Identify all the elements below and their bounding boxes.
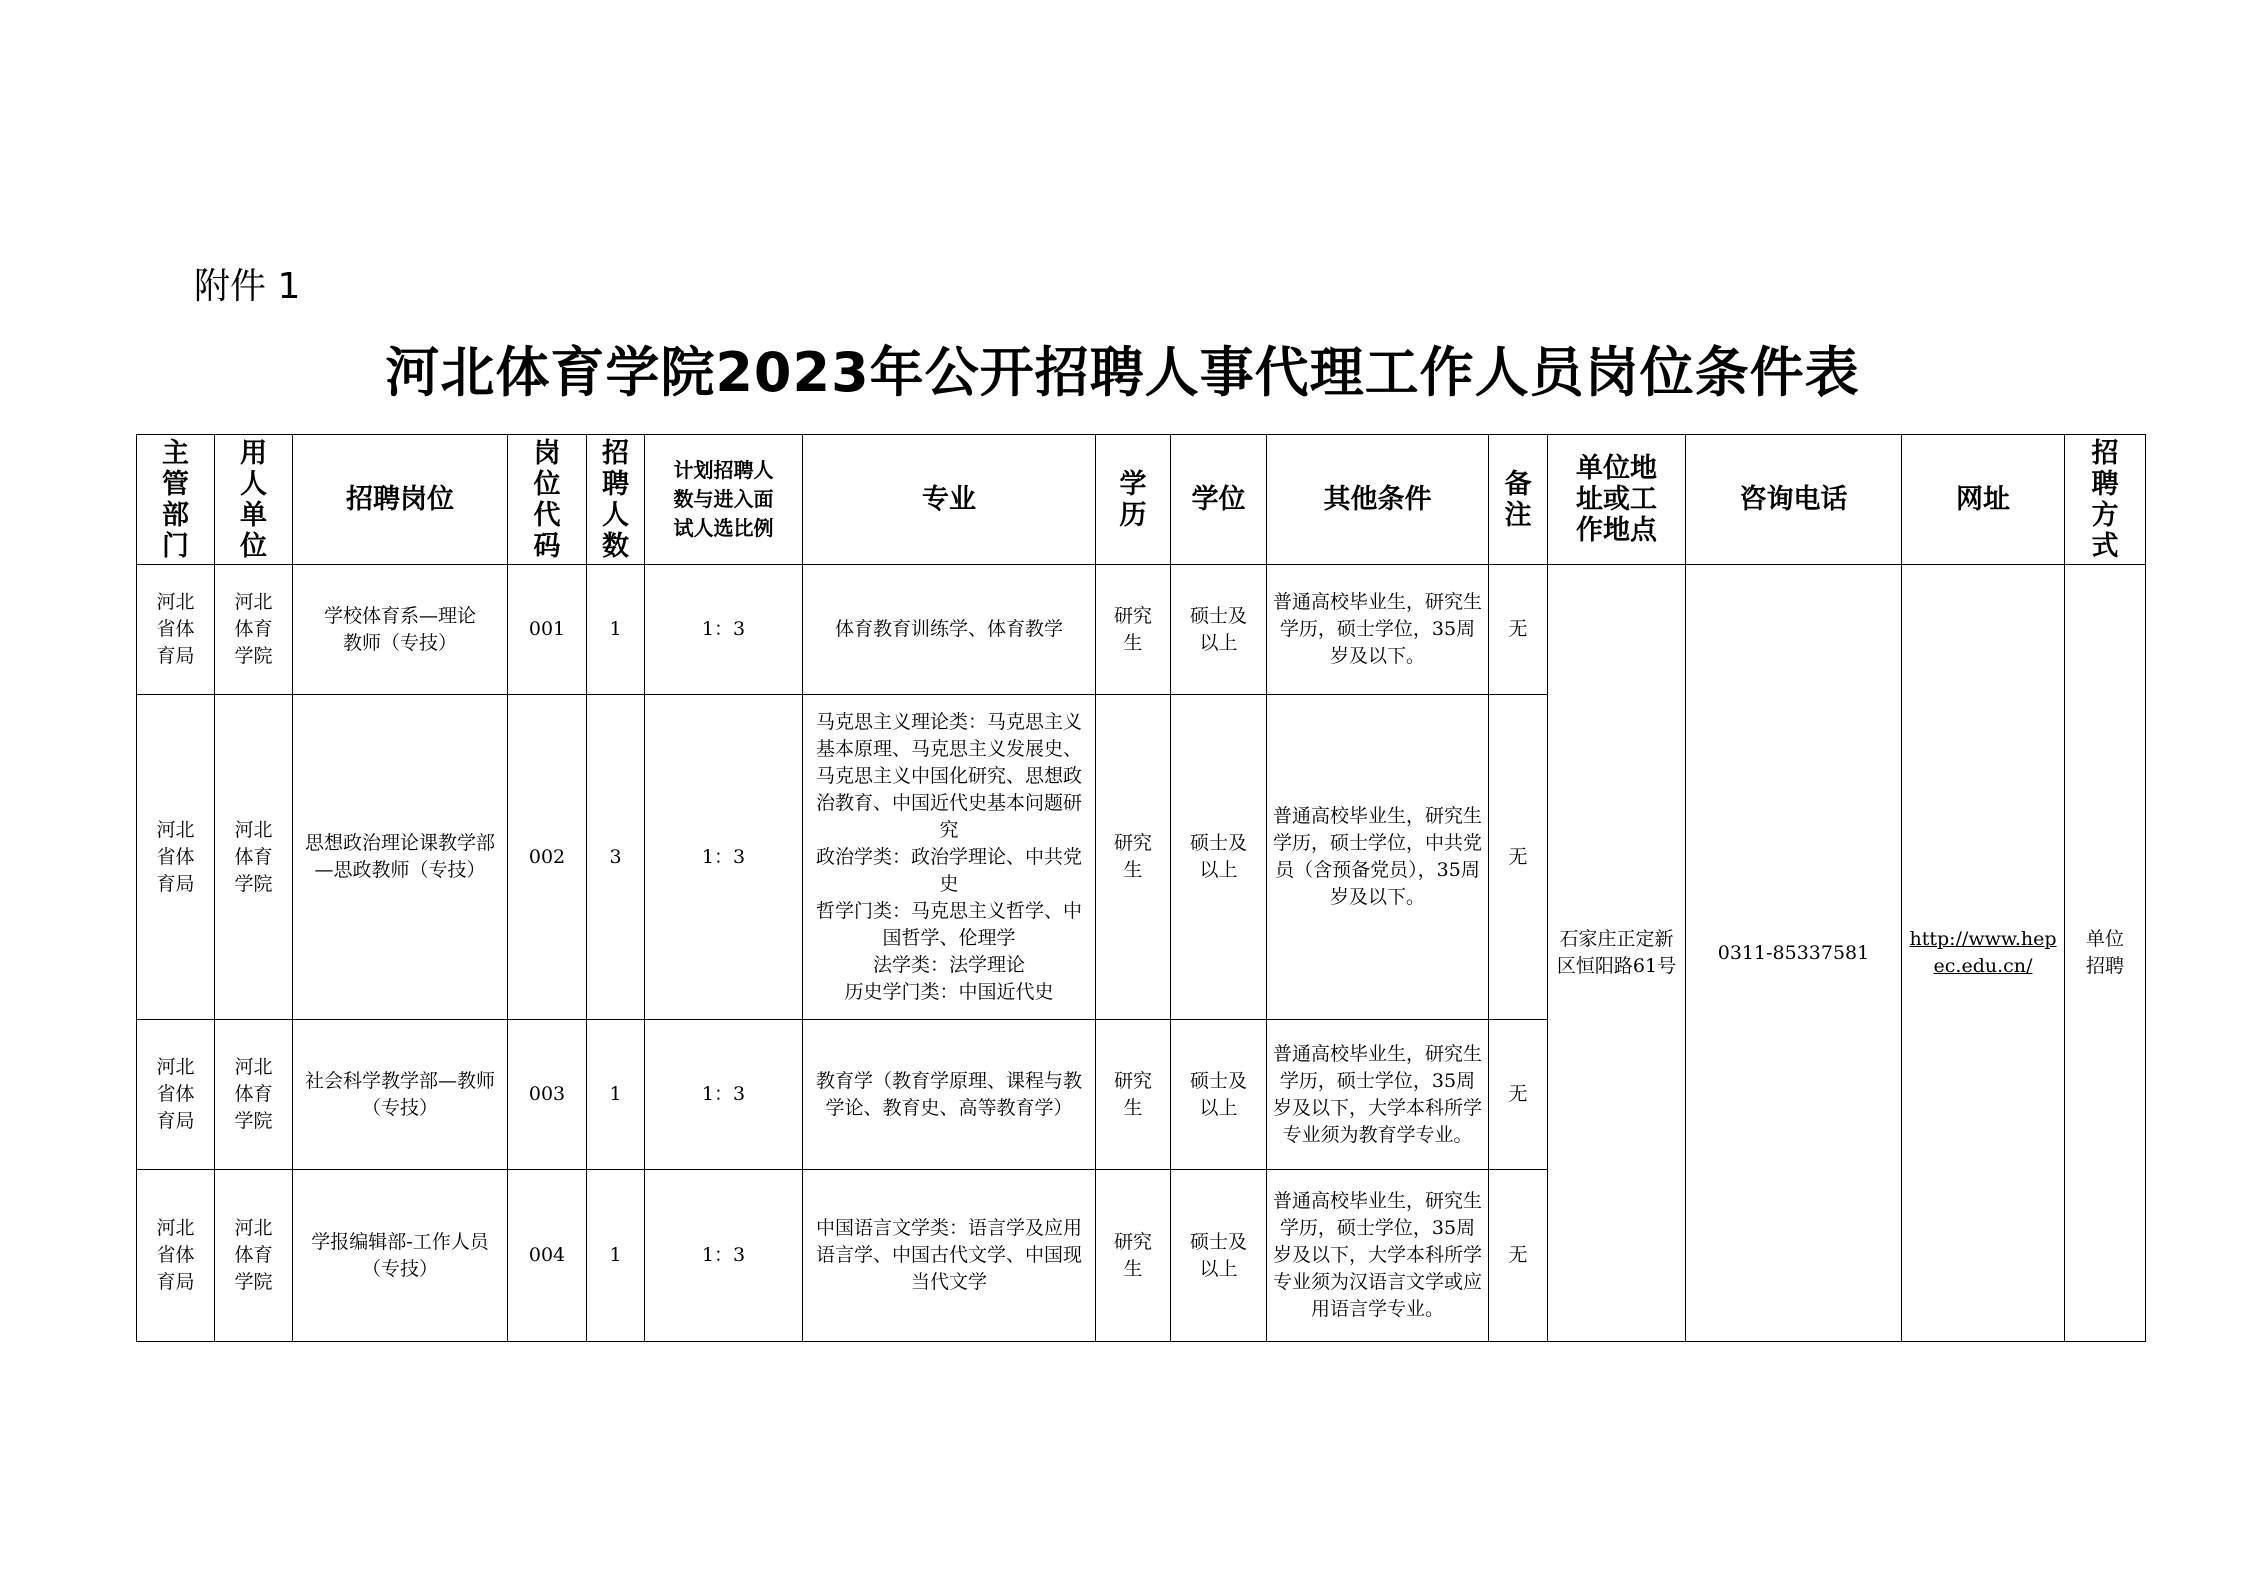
- table-header-row: [137, 435, 2146, 565]
- header-method: 招 聘 方 式: [2065, 435, 2146, 565]
- header-address: 单位地 址或工 作地点: [1548, 435, 1686, 565]
- cell-dept: 河北 省体 育局: [137, 695, 215, 1020]
- cell-ratio: 1：3: [645, 1170, 803, 1342]
- cell-website: [1902, 565, 2065, 1342]
- header-website: 网址: [1902, 435, 2065, 565]
- cell-degree: 硕士及 以上: [1171, 1020, 1267, 1170]
- cell-phone: 0311-85337581: [1686, 565, 1902, 1342]
- cell-address: 石家庄正定新区恒阳路61号: [1548, 565, 1686, 1342]
- header-degree: 学位: [1171, 435, 1267, 565]
- cell-remarks: 无: [1489, 1020, 1548, 1170]
- cell-code: 004: [508, 1170, 587, 1342]
- website-link[interactable]: http://www.hepec.edu.cn/: [1909, 928, 2057, 977]
- cell-ratio: 1：3: [645, 695, 803, 1020]
- cell-position: 学报编辑部-工作人员（专技）: [293, 1170, 508, 1342]
- cell-position: 社会科学教学部—教师（专技）: [293, 1020, 508, 1170]
- cell-dept: 河北 省体 育局: [137, 1170, 215, 1342]
- cell-unit: 河北 体育 学院: [215, 1020, 293, 1170]
- header-position: 招聘岗位: [293, 435, 508, 565]
- cell-ratio: 1：3: [645, 1020, 803, 1170]
- cell-code: 001: [508, 565, 587, 695]
- cell-position: 思想政治理论课教学部—思政教师（专技）: [293, 695, 508, 1020]
- header-ratio: 计划招聘人 数与进入面 试人选比例: [645, 435, 803, 565]
- cell-method: 单位 招聘: [2065, 565, 2146, 1342]
- header-count: 招 聘 人 数: [587, 435, 645, 565]
- cell-remarks: 无: [1489, 1170, 1548, 1342]
- cell-unit: 河北 体育 学院: [215, 695, 293, 1020]
- cell-count: 1: [587, 1170, 645, 1342]
- cell-major: 中国语言文学类：语言学及应用语言学、中国古代文学、中国现当代文学: [803, 1170, 1096, 1342]
- header-education: 学 历: [1096, 435, 1171, 565]
- attachment-label: 附件 1: [194, 266, 301, 307]
- cell-code: 002: [508, 695, 587, 1020]
- cell-unit: 河北 体育 学院: [215, 565, 293, 695]
- cell-education: 研究 生: [1096, 1020, 1171, 1170]
- cell-unit: 河北 体育 学院: [215, 1170, 293, 1342]
- cell-degree: 硕士及 以上: [1171, 1170, 1267, 1342]
- header-dept: 主 管 部 门: [137, 435, 215, 565]
- header-code: 岗 位 代 码: [508, 435, 587, 565]
- cell-degree: 硕士及 以上: [1171, 565, 1267, 695]
- cell-conditions: 普通高校毕业生，研究生学历，硕士学位，35周岁及以下，大学本科所学专业须为汉语言文学或应用语言学专业。: [1267, 1170, 1489, 1342]
- header-conditions: 其他条件: [1267, 435, 1489, 565]
- cell-education: 研究 生: [1096, 695, 1171, 1020]
- cell-major: 体育教育训练学、体育教学: [803, 565, 1096, 695]
- cell-education: 研究 生: [1096, 565, 1171, 695]
- page-title: 河北体育学院2023年公开招聘人事代理工作人员岗位条件表: [385, 341, 1860, 404]
- cell-ratio: 1：3: [645, 565, 803, 695]
- cell-education: 研究 生: [1096, 1170, 1171, 1342]
- cell-count: 1: [587, 1020, 645, 1170]
- table-row: [137, 565, 2146, 695]
- header-phone: 咨询电话: [1686, 435, 1902, 565]
- cell-conditions: 普通高校毕业生，研究生学历，硕士学位，中共党员（含预备党员），35周岁及以下。: [1267, 695, 1489, 1020]
- header-remarks: 备 注: [1489, 435, 1548, 565]
- cell-conditions: 普通高校毕业生，研究生学历，硕士学位，35周岁及以下。: [1267, 565, 1489, 695]
- cell-dept: 河北 省体 育局: [137, 565, 215, 695]
- cell-remarks: 无: [1489, 565, 1548, 695]
- cell-count: 3: [587, 695, 645, 1020]
- cell-dept: 河北 省体 育局: [137, 1020, 215, 1170]
- cell-remarks: 无: [1489, 695, 1548, 1020]
- header-major: 专业: [803, 435, 1096, 565]
- cell-degree: 硕士及 以上: [1171, 695, 1267, 1020]
- cell-count: 1: [587, 565, 645, 695]
- cell-major: 教育学（教育学原理、课程与教学论、教育史、高等教育学）: [803, 1020, 1096, 1170]
- cell-conditions: 普通高校毕业生，研究生学历，硕士学位，35周岁及以下，大学本科所学专业须为教育学专业。: [1267, 1020, 1489, 1170]
- cell-position: 学校体育系—理论 教师（专技）: [293, 565, 508, 695]
- cell-code: 003: [508, 1020, 587, 1170]
- header-unit: 用 人 单 位: [215, 435, 293, 565]
- position-requirements-table: [136, 434, 2146, 1342]
- cell-major: 马克思主义理论类：马克思主义基本原理、马克思主义发展史、马克思主义中国化研究、思想政治教育、中国近代史基本问题研究 政治学类：政治学理论、中共党史 哲学门类：马克思主义哲学、中国哲学、伦理学 法学类：法学理论 历史学门类：中国近代史: [803, 695, 1096, 1020]
